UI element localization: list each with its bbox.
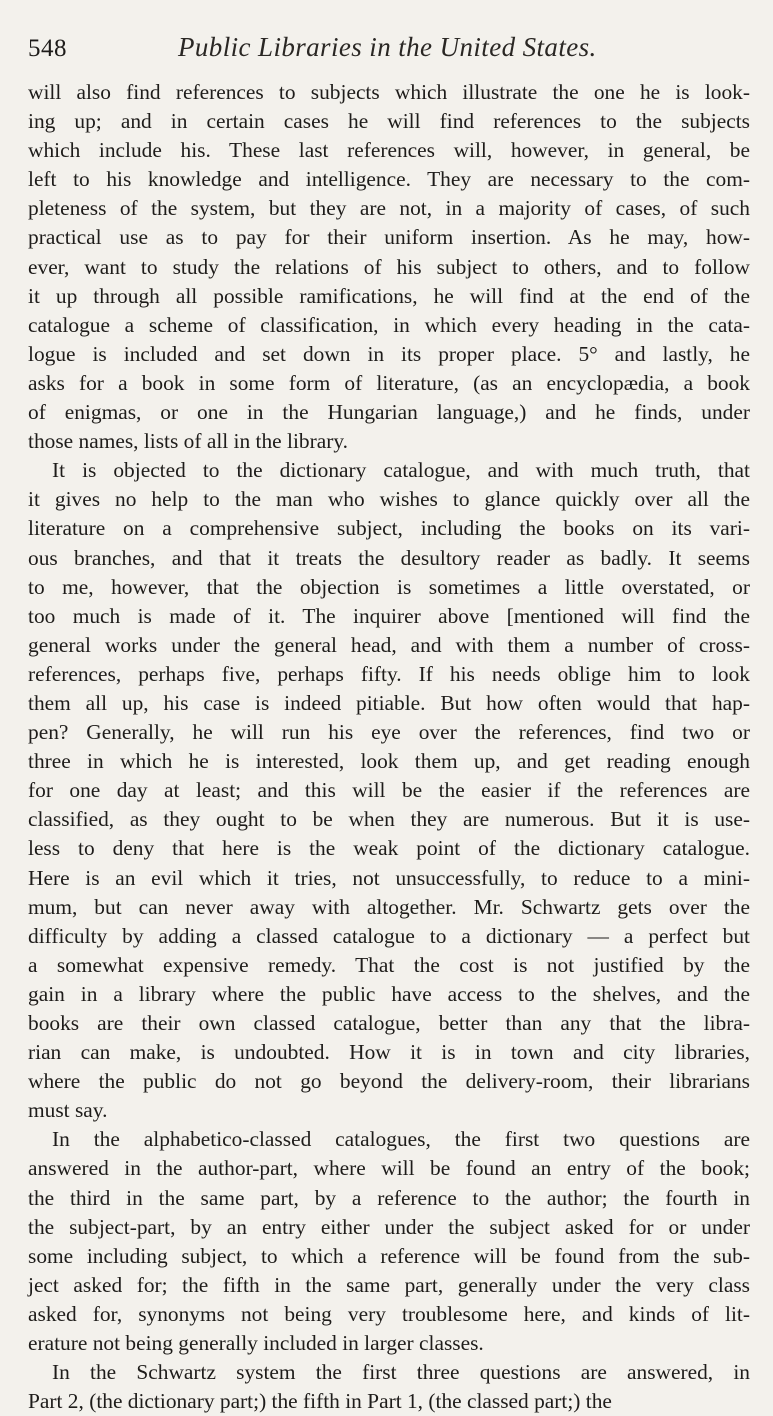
text-line: pleteness of the system, but they are not, in a majority of cases, of such: [28, 196, 750, 221]
text-line: difficulty by adding a classed catalogue to a dictionary — a perfect but: [28, 923, 750, 948]
text-line: for one day at least; and this will be the easier if the references are: [28, 778, 750, 803]
text-line: three in which he is interested, look them up, and get reading enough: [28, 749, 750, 774]
paragraph: [28, 456, 750, 1125]
text-line: must say.: [28, 1098, 108, 1123]
text-line: ever, want to study the relations of his subject to others, and to follow: [28, 254, 750, 279]
text-line: too much is made of it. The inquirer above [mentioned will find the: [28, 603, 750, 628]
text-line: the subject-part, by an entry either under the subject asked for or under: [28, 1214, 750, 1239]
text-line: rian can make, is undoubted. How it is in town and city libraries,: [28, 1040, 750, 1065]
text-line: will also find references to subjects which illustrate the one he is look-: [28, 80, 750, 104]
text-line: gain in a library where the public have access to the shelves, and the: [28, 981, 750, 1006]
book-page: [28, 32, 750, 1416]
text-line: asks for a book in some form of literature, (as an encyclopædia, a book: [28, 370, 750, 395]
paragraph: [28, 78, 750, 456]
text-line: asked for, synonyms not being very troublesome here, and kinds of lit-: [28, 1301, 750, 1326]
text-line: practical use as to pay for their uniform insertion. As he may, how-: [28, 225, 750, 250]
body-text: [28, 78, 750, 1416]
text-line: a somewhat expensive remedy. That the cost is not justified by the: [28, 952, 750, 977]
text-line: the third in the same part, by a reference to the author; the fourth in: [28, 1185, 750, 1210]
text-line: Part 2, (the dictionary part;) the fifth in Part 1, (the classed part;) the: [28, 1389, 612, 1414]
text-line: them all up, his case is indeed pitiable. But how often would that hap-: [28, 690, 750, 715]
running-title: Public Libraries in the United States.: [178, 32, 597, 62]
text-line: literature on a comprehensive subject, including the books on its vari-: [28, 516, 750, 541]
running-head: [28, 32, 750, 76]
text-line: it up through all possible ramifications, he will find at the end of the: [28, 283, 750, 308]
text-line: to me, however, that the objection is sometimes a little overstated, or: [28, 574, 750, 599]
text-line: where the public do not go beyond the delivery-room, their librarians: [28, 1069, 750, 1094]
text-line: references, perhaps five, perhaps fifty. If his needs oblige him to look: [28, 661, 750, 686]
text-line: of enigmas, or one in the Hungarian language,) and he finds, under: [28, 400, 750, 425]
text-line: those names, lists of all in the library.: [28, 429, 349, 454]
text-line: Here is an evil which it tries, not unsuccessfully, to reduce to a mini-: [28, 865, 750, 890]
paragraph: [28, 1358, 750, 1416]
text-line: some including subject, to which a reference will be found from the sub-: [28, 1243, 750, 1268]
text-line: books are their own classed catalogue, better than any that the libra-: [28, 1011, 750, 1035]
page-number: 548: [28, 35, 67, 62]
text-line: It is objected to the dictionary catalogue, and with much truth, that: [52, 458, 750, 483]
text-line: In the alphabetico-classed catalogues, the first two questions are: [52, 1127, 750, 1152]
text-line: mum, but can never away with altogether. Mr. Schwartz gets over the: [28, 894, 750, 919]
text-line: pen? Generally, he will run his eye over the references, find two or: [28, 720, 750, 745]
text-line: catalogue a scheme of classification, in which every heading in the cata-: [28, 312, 750, 337]
text-line: left to his knowledge and intelligence. They are necessary to the com-: [28, 167, 750, 192]
paragraph: [28, 1125, 750, 1358]
text-line: ous branches, and that it treats the desultory reader as badly. It seems: [28, 545, 750, 570]
text-line: it gives no help to the man who wishes to glance quickly over all the: [28, 487, 750, 512]
text-line: classified, as they ought to be when they are numerous. But it is use-: [28, 807, 750, 832]
text-line: less to deny that here is the weak point of the dictionary catalogue.: [28, 836, 750, 861]
text-line: logue is included and set down in its proper place. 5° and lastly, he: [28, 341, 750, 366]
text-line: answered in the author-part, where will be found an entry of the book;: [28, 1156, 750, 1181]
text-line: In the Schwartz system the first three questions are answered, in: [52, 1360, 750, 1385]
text-line: erature not being generally included in larger classes.: [28, 1331, 484, 1356]
text-line: general works under the general head, and with them a number of cross-: [28, 632, 750, 657]
text-line: ing up; and in certain cases he will find references to the subjects: [28, 109, 750, 134]
text-line: which include his. These last references will, however, in general, be: [28, 138, 750, 163]
text-line: ject asked for; the fifth in the same part, generally under the very class: [28, 1272, 750, 1297]
